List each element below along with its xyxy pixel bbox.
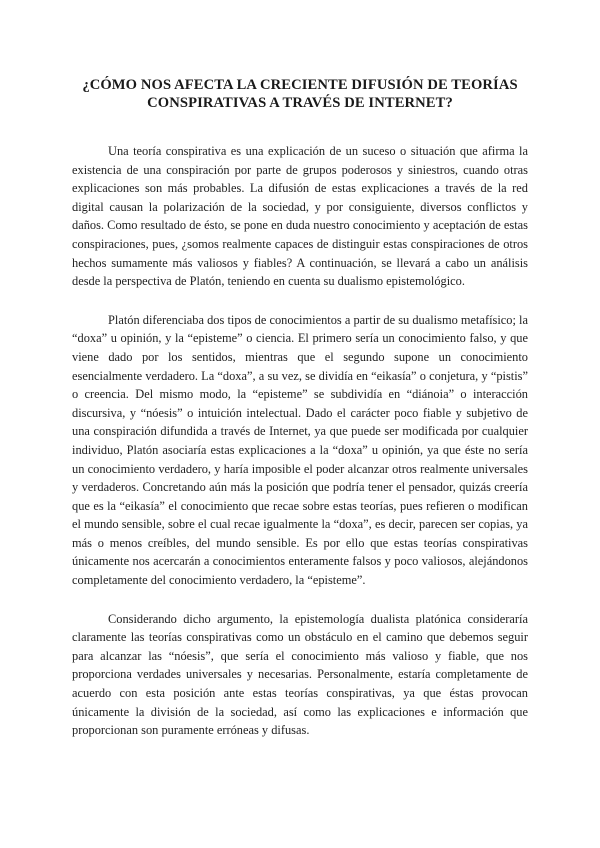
paragraph-conclusion: Considerando dicho argumento, la epistemología dualista platónica consideraría claramente las teorías conspirativas como un obstáculo en el camino que debemos seguir para alcanzar las “nóesis”, que sería el conocimiento más valioso y fiable, que nos proporciona verdades universales y necesarias. Personalmente, estaría completamente de acuerdo con esta posición ante estas teorías conspirativas, ya que éstas provocan únicamente la división de la sociedad, así como las explicaciones e información que proporcionan son puramente erróneas y difusas. [72,611,528,738]
document-title [72,76,528,112]
title-line-2: CONSPIRATIVAS A TRAVÉS DE INTERNET? [147,95,453,111]
paragraph-plato-dualism: Platón diferenciaba dos tipos de conocimientos a partir de su dualismo metafísico; la “doxa” u opinión, y la “episteme” o ciencia. El primero sería un conocimiento falso, y que viene dado por los sentidos, mientras que el segundo supone un conocimiento esencialmente verdadero. La “doxa”, a su vez, se dividía en “eikasía” o conjetura, y “pistis” o creencia. Del mismo modo, la “episteme” se subdividía en “diánoia” o interacción discursiva, y “nóesis” o intuición intelectual. Dado el carácter poco fiable y subjetivo de una conspiración difundida a través de Internet, ya que puede ser modificada por cualquier individuo, Platón asociaría estas explicaciones a la “doxa” u opinión, ya que éste no sería un conocimiento verdadero, y haría imposible el poder alcanzar otros realmente universales y verdaderos. Concretando aún más la posición que podría tener el pensador, quizás creería que es la “eikasía” el conocimiento que recae sobre estas teorías, pues refieren o modifican el mundo sensible, sobre el cual recae igualmente la “doxa”, es decir, parecen ser copias, ya más o menos creíbles, del mundo sensible. Es por ello que estas teorías conspirativas únicamente nos acercarán a conocimientos enteramente falsos y poco valiosos, alejándonos completamente del conocimiento verdadero, la “episteme”. [72,312,528,588]
paragraph-introduction: Una teoría conspirativa es una explicación de un suceso o situación que afirma la existencia de una conspiración por parte de grupos poderosos y siniestros, cuando otras explicaciones son más probables. La difusión de estas explicaciones a través de la red digital causan la polarización de la sociedad, y por consiguiente, diversos conflictos y daños. Como resultado de ésto, se pone en duda nuestro conocimiento y aceptación de estas conspiraciones, pues, ¿somos realmente capaces de distinguir estas conspiraciones de otros hechos sumamente más valiosos y fiables? A continuación, se llevará a cabo un análisis desde la perspectiva de Platón, teniendo en cuenta su dualismo epistemológico. [72,144,528,289]
title-line-1: ¿CÓMO NOS AFECTA LA CRECIENTE DIFUSIÓN DE TEORÍAS [82,77,518,93]
